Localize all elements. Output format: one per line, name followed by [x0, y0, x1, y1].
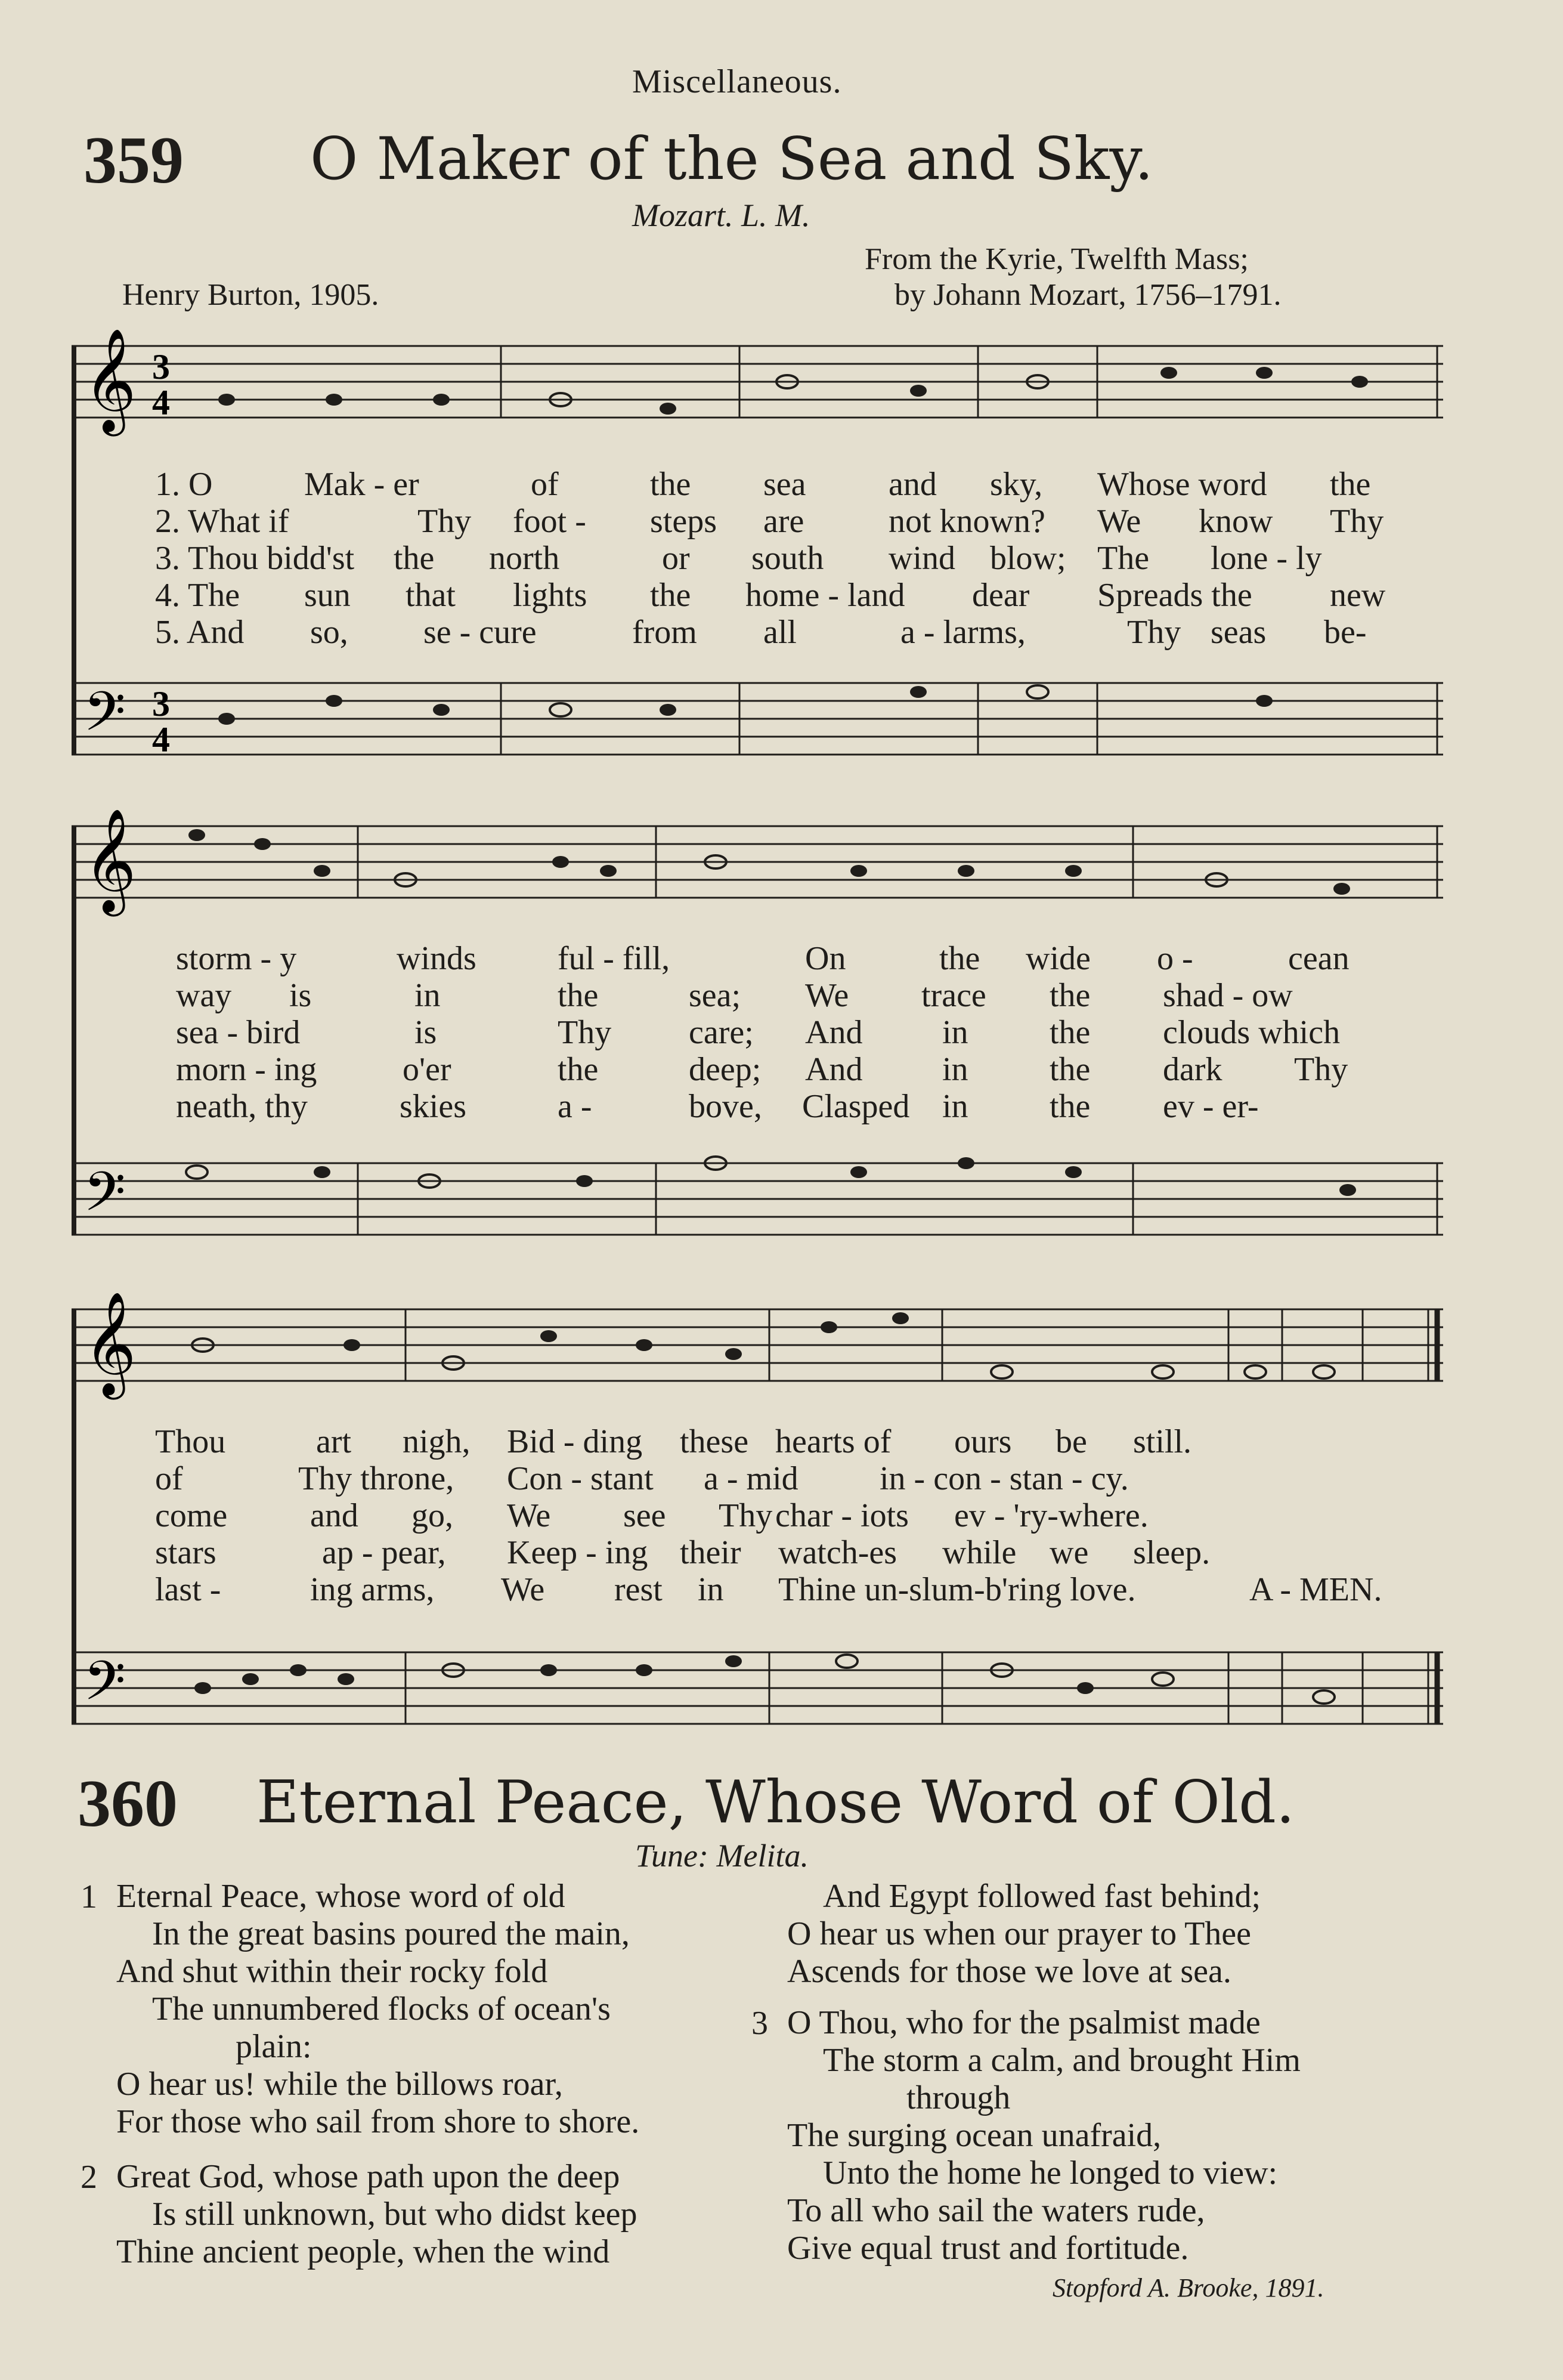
- tune-name: Mozart. L. M.: [632, 197, 810, 233]
- hymn-number: 359: [83, 123, 184, 197]
- hymn-title-360: Eternal Peace, Whose Word of Old.: [256, 1769, 1295, 1837]
- svg-text:3: 3: [152, 684, 170, 724]
- verse-1-line-2: storm - y winds ful - fill, On the wide o - cean: [176, 940, 1350, 977]
- svg-text:4: 4: [152, 383, 170, 422]
- verse-2-line-3: of Thy throne, Con - stant a - mid in - con - stan - cy.: [155, 1460, 1129, 1497]
- author-credit: Henry Burton, 1905.: [122, 278, 379, 312]
- composer-credit: by Johann Mozart, 1756–1791.: [895, 278, 1282, 312]
- svg-text:𝄢: 𝄢: [83, 1160, 126, 1237]
- verse-3-line-1: 3. Thou bidd'st the north or south wind blow; The lone - ly: [155, 540, 1322, 577]
- svg-text:𝄞: 𝄞: [83, 1291, 137, 1395]
- verse-2-line-2: way is in the sea; We trace the shad - ow: [176, 977, 1293, 1014]
- music-source: From the Kyrie, Twelfth Mass;: [865, 242, 1249, 276]
- svg-text:3: 3: [152, 347, 170, 387]
- stanza-3: O Thou, who for the psalmist made The storm a calm, and brought Him through The surging ocean unafraid, Unto the home he longed to view: To all who sail the waters rude, Give equal trust and fortitude.: [787, 2004, 1301, 2267]
- verse-3-line-3: come and go, We see Thy char - iots ev - 'ry-where.: [155, 1497, 1149, 1534]
- stanza-2-number: 2: [81, 2159, 97, 2196]
- verse-5-line-3: last - ing arms, We rest in Thine un-slum-b'ring love. A - MEN.: [155, 1571, 1382, 1608]
- verse-1-line-3: Thou art nigh, Bid - ding these hearts of ours be still.: [155, 1423, 1192, 1460]
- stanza-3-number: 3: [751, 2005, 768, 2042]
- svg-text:𝄢: 𝄢: [83, 1649, 126, 1726]
- stanza-1-number: 1: [81, 1878, 97, 1915]
- stanza-2: Great God, whose path upon the deep Is still unknown, but who didst keep Thine ancient people, when the wind: [116, 2158, 637, 2270]
- verse-1-line-1: 1. O Mak - er of the sea and sky, Whose word the: [155, 466, 1371, 503]
- verse-4-line-3: stars ap - pear, Keep - ing their watch-es while we sleep.: [155, 1534, 1211, 1571]
- hymn-title: O Maker of the Sea and Sky.: [310, 125, 1153, 193]
- svg-text:𝄞: 𝄞: [83, 328, 137, 432]
- verse-4-line-2: morn - ing o'er the deep; And in the dark Thy: [176, 1051, 1348, 1088]
- verse-4-line-1: 4. The sun that lights the home - land dear Spreads the new: [155, 577, 1386, 614]
- tune-name-360: Tune: Melita.: [635, 1838, 809, 1874]
- svg-text:𝄞: 𝄞: [83, 808, 137, 912]
- verse-5-line-2: neath, thy skies a - bove, Clasped in the ev - er-: [176, 1088, 1259, 1125]
- verse-5-line-1: 5. And so, se - cure from all a - larms, Thy seas be-: [155, 614, 1367, 651]
- stanza-1: Eternal Peace, whose word of old In the great basins poured the main, And shut within their rocky fold The unnumbered flocks of ocean's plain: O hear us! while the billows roar, For those who sail from shore to shore.: [116, 1878, 640, 2140]
- author-signature-360: Stopford A. Brooke, 1891.: [1053, 2273, 1324, 2302]
- svg-text:4: 4: [152, 720, 170, 759]
- stanza-2-continued: And Egypt followed fast behind; O hear us when our prayer to Thee Ascends for those we love at sea.: [787, 1878, 1261, 1990]
- hymn-number-360: 360: [78, 1767, 178, 1841]
- verse-3-line-2: sea - bird is Thy care; And in the clouds which: [176, 1014, 1341, 1051]
- section-heading: Miscellaneous.: [632, 63, 842, 100]
- verse-2-line-1: 2. What if Thy foot - steps are not known? We know Thy: [155, 503, 1384, 540]
- svg-text:𝄢: 𝄢: [83, 680, 126, 756]
